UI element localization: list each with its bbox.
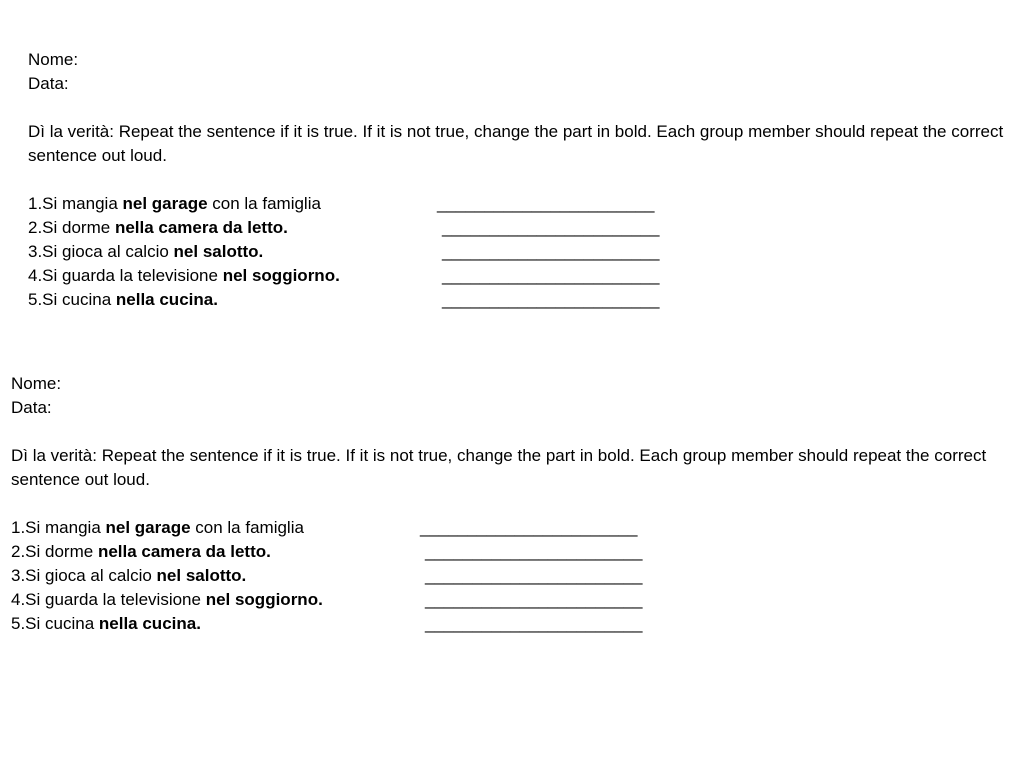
spacer [11,420,1011,444]
exercise-item-4 [11,588,1011,612]
answer-blank: _______________________ [442,266,660,285]
spacer [28,96,1024,120]
item-prefix: 2.Si dorme [28,218,115,237]
item-prefix: 1.Si mangia [11,518,106,537]
worksheet-1 [28,48,1024,312]
exercise-item-5 [28,288,1024,312]
exercise-item-3 [28,240,1024,264]
date-label: Data: [11,398,52,417]
item-prefix: 1.Si mangia [28,194,123,213]
exercise-item-1 [11,516,1011,540]
item-bold-part: nel garage [105,518,191,537]
exercise-item-2 [28,216,1024,240]
exercise-item-3 [11,564,1011,588]
answer-blank: _______________________ [425,542,643,561]
item-bold-part: nella camera da letto. [97,542,271,561]
answer-blank: _______________________ [442,218,660,237]
item-bold-part: nella cucina. [98,614,201,633]
item-prefix: 3.Si gioca al calcio [11,566,157,585]
item-bold-part: nella cucina. [115,290,218,309]
item-bold-part: nel salotto. [156,566,247,585]
instructions-text: Dì la verità: Repeat the sentence if it is true. If it is not true, change the part in bold. Each group member should repeat the correct sentence out loud. [28,122,1004,165]
date-label: Data: [28,74,69,93]
item-prefix: 5.Si cucina [11,614,99,633]
item-prefix: 3.Si gioca al calcio [28,242,174,261]
item-prefix: 4.Si guarda la televisione [28,266,223,285]
exercise-item-1 [28,192,1024,216]
item-prefix: 2.Si dorme [11,542,98,561]
answer-blank: _______________________ [437,194,655,213]
spacer [11,492,1011,516]
answer-blank: _______________________ [425,614,643,633]
item-bold-part: nel soggiorno. [205,590,323,609]
item-prefix: 4.Si guarda la televisione [11,590,206,609]
exercise-item-5 [11,612,1011,636]
spacer [28,168,1024,192]
item-prefix: 5.Si cucina [28,290,116,309]
worksheet-2 [11,372,1011,636]
name-label: Nome: [28,50,79,69]
item-bold-part: nel soggiorno. [222,266,340,285]
item-suffix: con la famiglia [207,194,321,213]
answer-blank: _______________________ [442,290,660,309]
answer-blank: _______________________ [420,518,638,537]
answer-blank: _______________________ [442,242,660,261]
answer-blank: _______________________ [425,590,643,609]
item-bold-part: nel salotto. [173,242,264,261]
exercise-item-4 [28,264,1024,288]
item-suffix: con la famiglia [190,518,304,537]
instructions-text: Dì la verità: Repeat the sentence if it is true. If it is not true, change the part in bold. Each group member should repeat the correct sentence out loud. [11,446,987,489]
name-label: Nome: [11,374,62,393]
answer-blank: _______________________ [425,566,643,585]
item-bold-part: nella camera da letto. [114,218,288,237]
exercise-item-2 [11,540,1011,564]
item-bold-part: nel garage [122,194,208,213]
